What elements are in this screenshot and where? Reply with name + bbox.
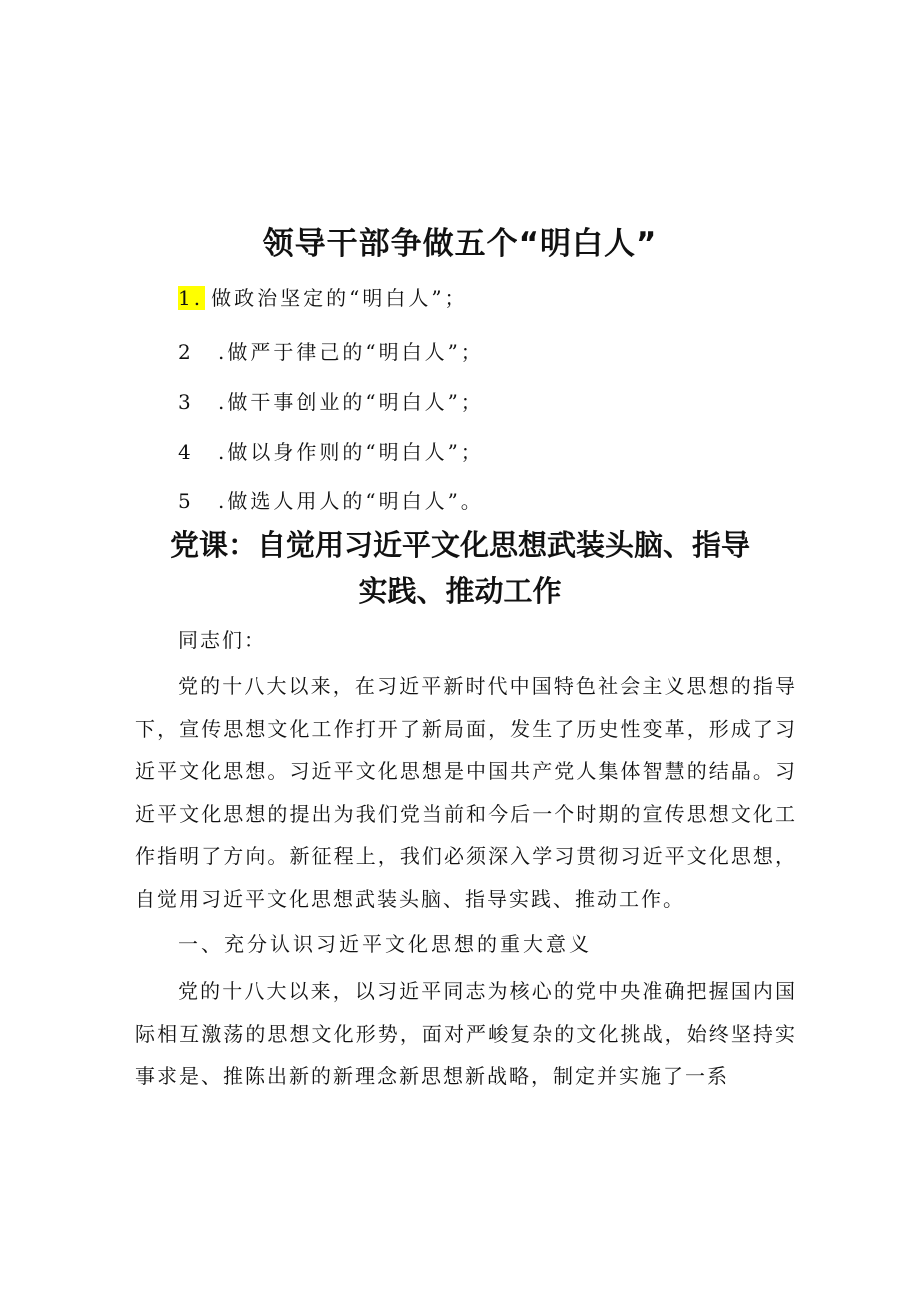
list-item-3-text: .做干事创业的“明白人”； [218, 390, 484, 414]
list-item-2-text: .做严于律己的“明白人”； [218, 340, 484, 364]
paragraph-2: 党的十八大以来，以习近平同志为核心的党中央准确把握国内国际相互激荡的思想文化形势，面对严峻复杂的文化挑战，始终坚持实事求是、推陈出新的新理念新思想新战略，制定并实施了一系 [135, 979, 797, 1088]
doc2-title-line2: 实践、推动工作 [358, 574, 562, 608]
list-item-5-text: .做选人用人的“明白人”。 [218, 489, 484, 513]
list-item-5-number: 5 [178, 489, 194, 513]
list-item-3-number: 3 [178, 390, 194, 414]
paragraph-1: 党的十八大以来，在习近平新时代中国特色社会主义思想的指导下，宣传思想文化工作打开了新局面，发生了历史性变革，形成了习近平文化思想。习近平文化思想是中国共产党人集体智慧的结晶。习近平文化思想的提出为我们党当前和今后一个时期的宣传思想文化工作指明了方向。新征程上，我们必须深入学习贯彻习近平文化思想，自觉用习近平文化思想武装头脑、指导实践、推动工作。 [135, 674, 797, 911]
doc2-title [0, 522, 920, 614]
salutation: 同志们： [178, 628, 266, 652]
list-item-3 [178, 386, 484, 415]
list-item-4-number: 4 [178, 440, 194, 464]
list-item-2 [178, 336, 484, 365]
doc2-title-line1: 党课：自觉用习近平文化思想武装头脑、指导 [169, 528, 750, 562]
list-item-1-number: 1. [178, 286, 204, 310]
list-item-1 [178, 282, 468, 311]
list-item-1-text: 做政治坚定的“明白人”； [211, 286, 468, 310]
list-item-5 [178, 485, 484, 514]
section-heading-1: 一、充分认识习近平文化思想的重大意义 [178, 932, 592, 956]
list-item-4 [178, 436, 484, 465]
list-item-2-number: 2 [178, 340, 194, 364]
doc1-title: 领导干部争做五个“明白人” [262, 226, 658, 262]
list-item-4-text: .做以身作则的“明白人”； [218, 440, 484, 464]
